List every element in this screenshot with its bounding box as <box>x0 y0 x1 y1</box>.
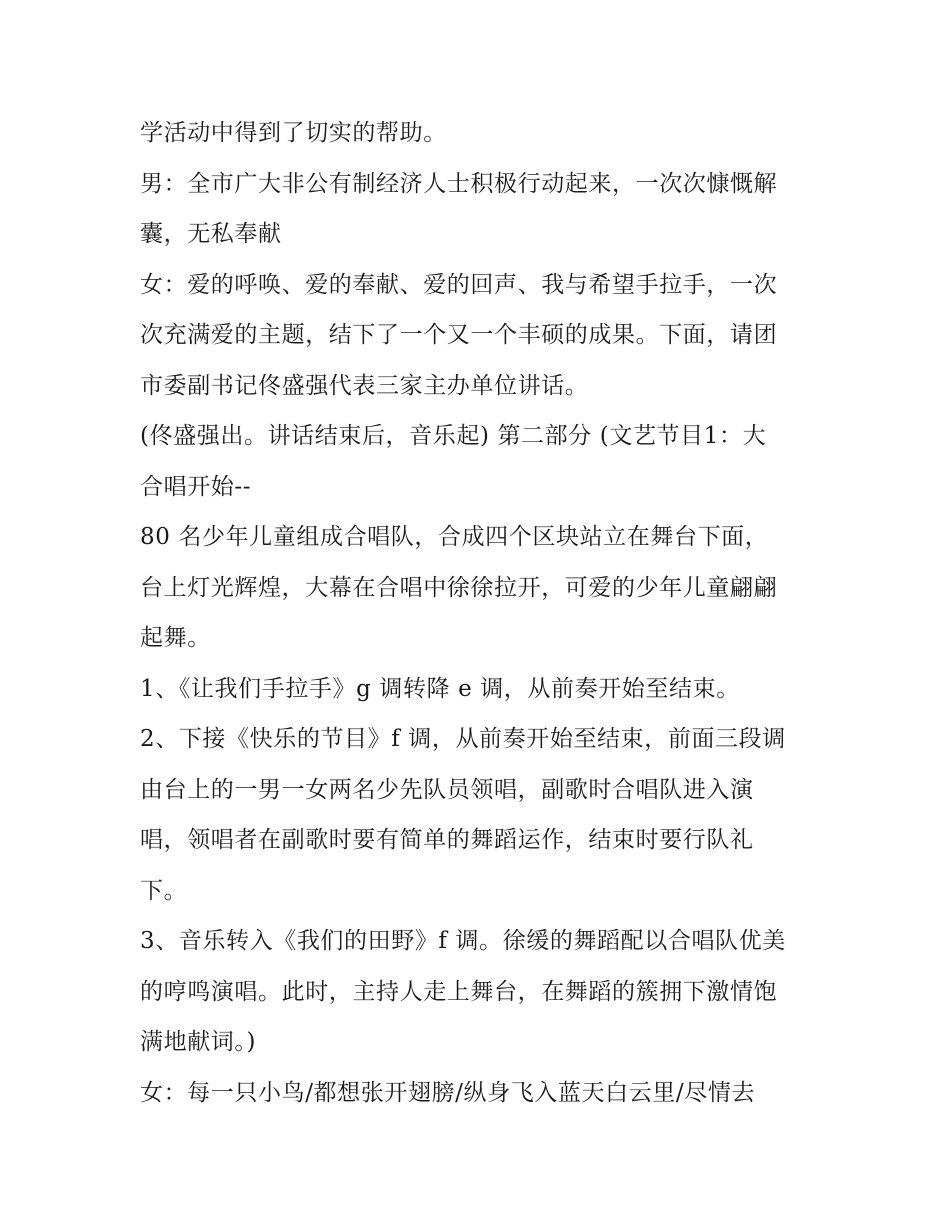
text-line: 满地献词。) <box>140 1029 257 1055</box>
text-line: 的哼鸣演唱。此时，主持人走上舞台，在舞蹈的簇拥下激情饱 <box>140 978 778 1005</box>
text-line: 2、下接《快乐的节目》f 调，从前奏开始至结束，前面三段调 <box>140 726 786 752</box>
text-line: 市委副书记佟盛强代表三家主办单位讲话。 <box>140 372 589 399</box>
text-line: 3、音乐转入《我们的田野》f 调。徐缓的舞蹈配以合唱队优美 <box>140 928 786 954</box>
text-line: 女：爱的呼唤、爱的奉献、爱的回声、我与希望手拉手，一次 <box>140 271 778 298</box>
text-line: 合唱开始-- <box>140 473 252 500</box>
text-line: 台上灯光辉煌，大幕在合唱中徐徐拉开，可爱的少年儿童翩翩 <box>140 574 778 601</box>
text-line: 学活动中得到了切实的帮助。 <box>140 120 447 146</box>
text-line: 起舞。 <box>140 625 211 651</box>
text-line: 80 名少年儿童组成合唱队，合成四个区块站立在舞台下面， <box>140 524 769 550</box>
document-body <box>140 108 830 1118</box>
text-line: 男：全市广大非公有制经济人士积极行动起来，一次次慷慨解 <box>140 170 778 197</box>
text-line: 由台上的一男一女两名少先队员领唱，副歌时合唱队进入演 <box>140 776 754 803</box>
text-line: 次充满爱的主题，结下了一个又一个丰硕的成果。下面，请团 <box>140 322 778 348</box>
text-line: 1、《让我们手拉手》g 调转降 e 调，从前奏开始至结束。 <box>140 675 740 702</box>
text-line: (佟盛强出。讲话结束后，音乐起) 第二部分 (文艺节目1：大 <box>140 423 767 449</box>
text-line: 囊，无私奉献 <box>140 221 282 247</box>
text-line: 下。 <box>140 877 188 904</box>
text-line: 唱，领唱者在副歌时要有简单的舞蹈运作，结束时要行队礼 <box>140 827 754 853</box>
text-line: 女：每一只小鸟/都想张开翅膀/纵身飞入蓝天白云里/尽情去 <box>140 1079 756 1106</box>
